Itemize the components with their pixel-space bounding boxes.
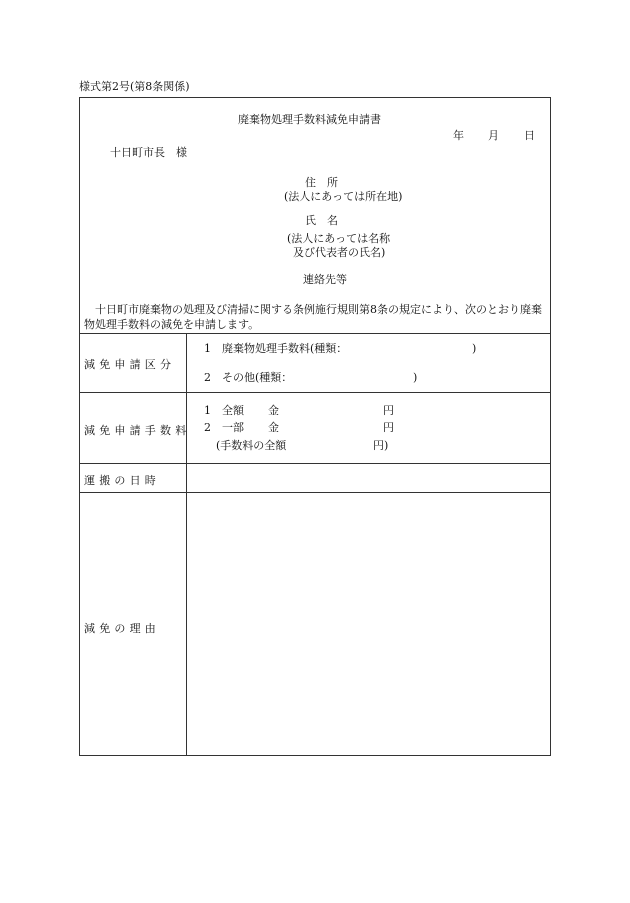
- date-year: 年: [453, 129, 464, 142]
- name-note-2: 及び代表者の氏名): [293, 246, 386, 259]
- form-number: 様式第2号(第8条関係): [79, 80, 190, 93]
- address-note: (法人にあっては所在地): [284, 190, 403, 203]
- name-note-1: (法人にあっては名称: [287, 232, 391, 245]
- fee-partial-yen: 円: [383, 421, 394, 434]
- fee-full-label: 1 全額: [204, 404, 244, 417]
- name-label: 氏 名: [305, 214, 338, 227]
- date-day: 日: [524, 129, 535, 142]
- column-divider: [186, 333, 187, 756]
- fee-partial-label: 2 一部: [204, 421, 244, 434]
- row-divider-3: [79, 492, 551, 493]
- address-label: 住 所: [305, 176, 338, 189]
- fee-total-yen: 円): [373, 439, 389, 452]
- fee-label: 減免申請手数料: [84, 424, 191, 437]
- category-label: 減免申請区分: [84, 358, 176, 371]
- category-option-2: 2 その他(種類：: [204, 371, 293, 384]
- category-option-1: 1 廃棄物処理手数料(種類：: [204, 342, 348, 355]
- fee-total-note: (手数料の全額: [216, 439, 287, 452]
- category-option-1-close: ): [472, 342, 477, 355]
- date-month: 月: [488, 129, 499, 142]
- reason-label: 減免の理由: [84, 622, 160, 635]
- body-text: 十日町市廃棄物の処理及び清掃に関する条例施行規則第8条の規定により、次のとおり廃棄物処理手数料の減免を申請します。: [84, 303, 542, 331]
- contact-label: 連絡先等: [303, 273, 347, 286]
- table-top-line: [79, 333, 551, 334]
- row-divider-1: [79, 392, 551, 393]
- form-title: 廃棄物処理手数料減免申請書: [238, 113, 381, 126]
- transport-label: 運搬の日時: [84, 474, 160, 487]
- fee-full-kin: 金: [268, 404, 279, 417]
- fee-partial-kin: 金: [268, 421, 279, 434]
- category-option-2-close: ): [413, 371, 418, 384]
- row-divider-2: [79, 463, 551, 464]
- addressee: 十日町市長 様: [110, 146, 187, 159]
- fee-full-yen: 円: [383, 404, 394, 417]
